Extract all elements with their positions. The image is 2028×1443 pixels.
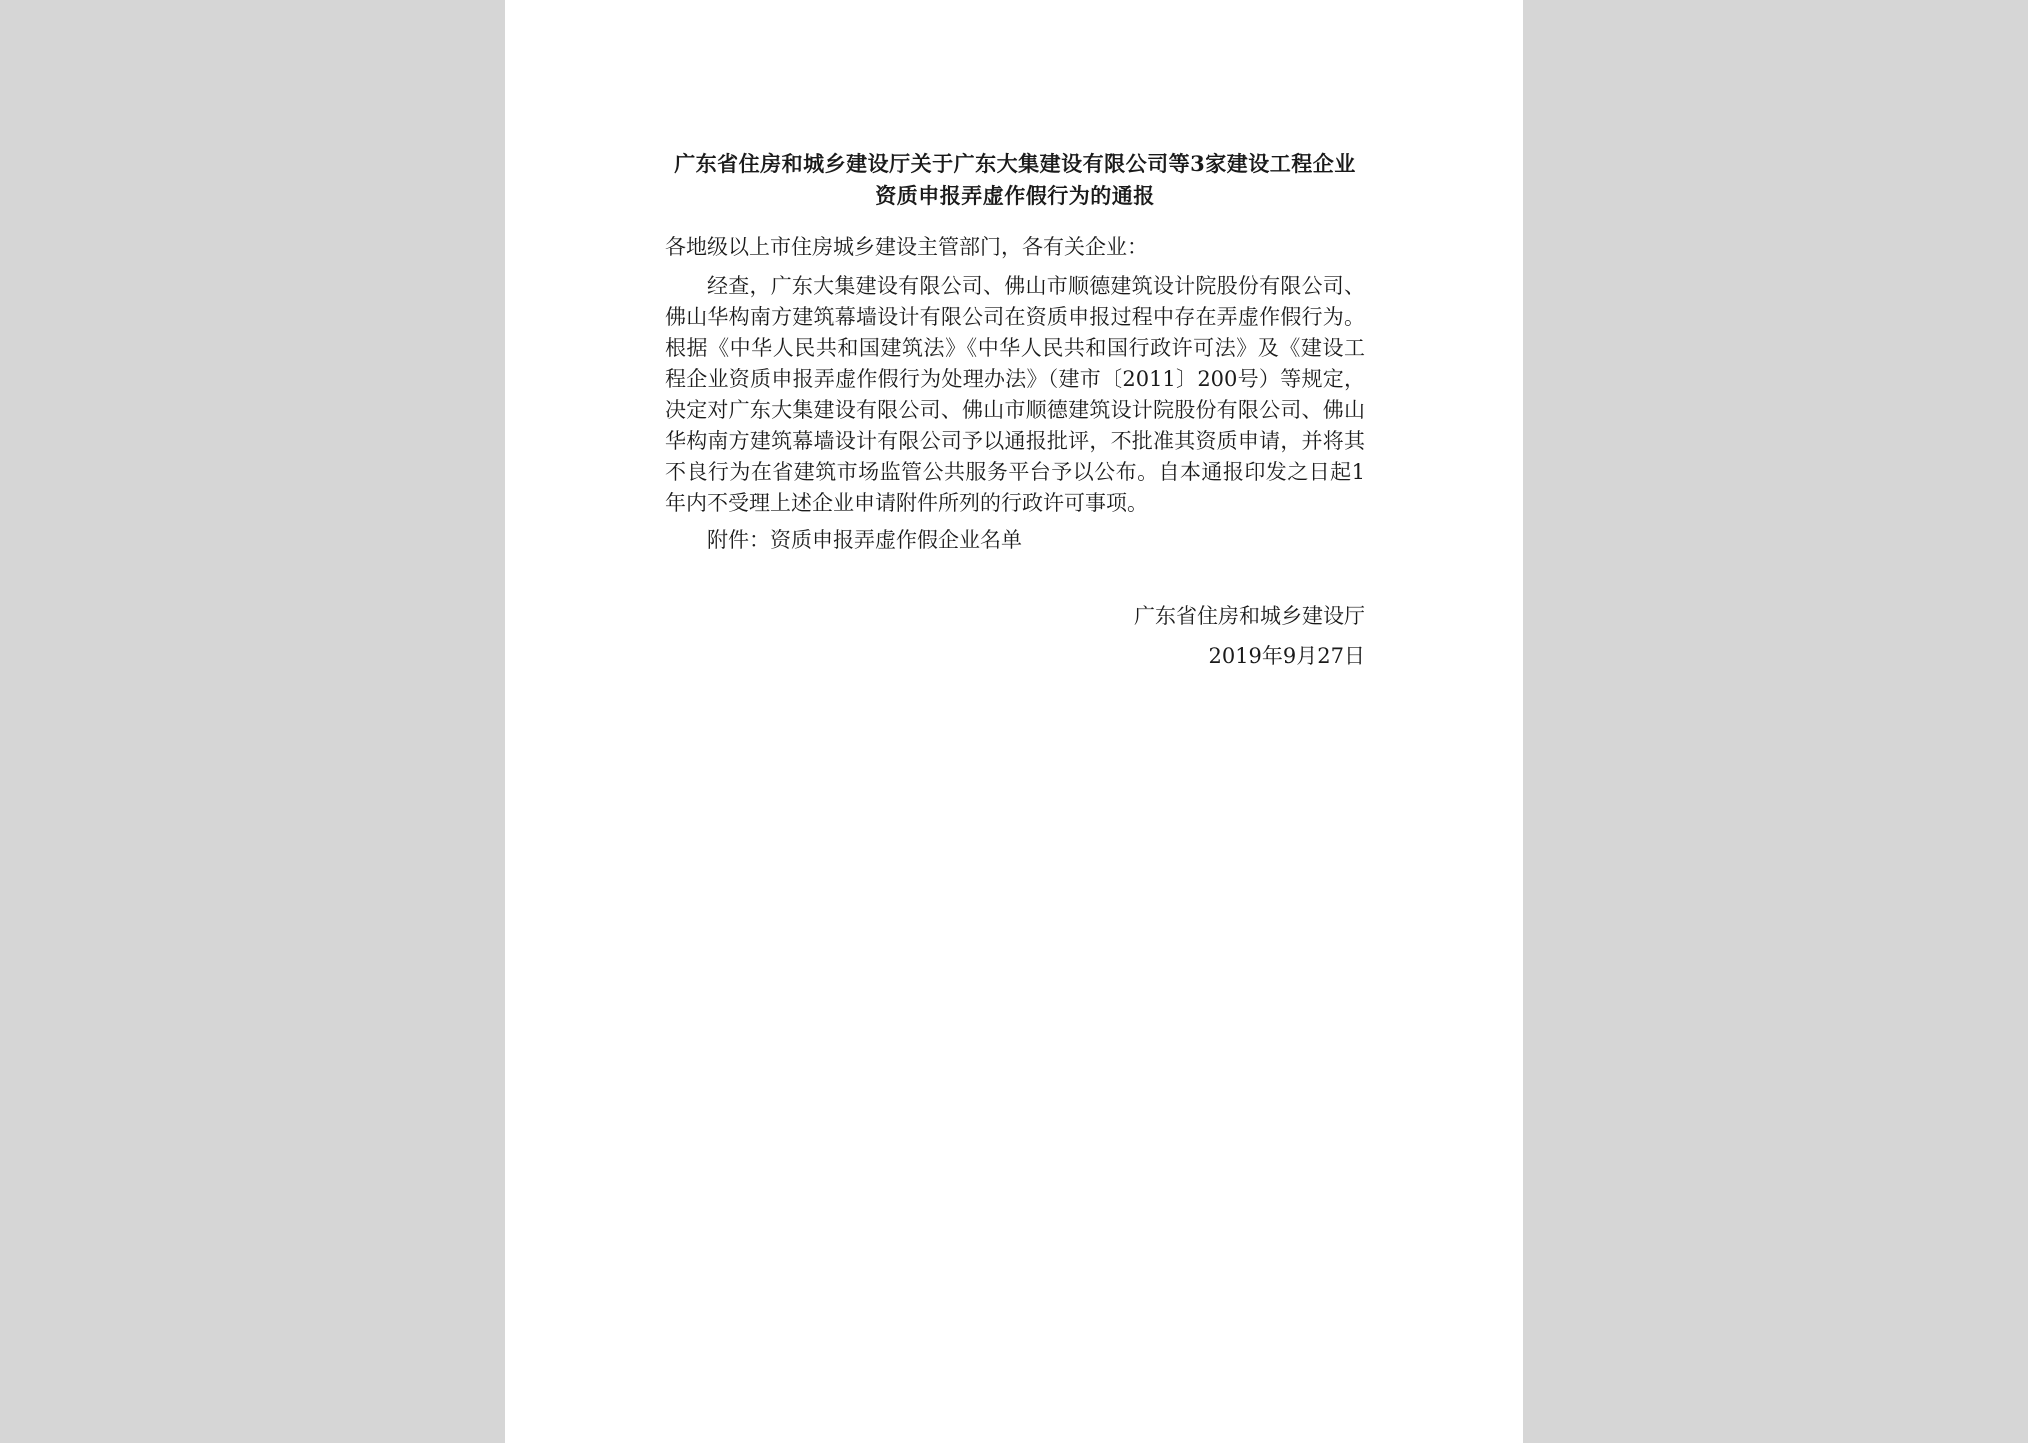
salutation: 各地级以上市住房城乡建设主管部门，各有关企业： bbox=[665, 235, 1148, 259]
attachment-line: 附件：资质申报弄虚作假企业名单 bbox=[707, 528, 1022, 552]
document-title: 广东省住房和城乡建设厅关于广东大集建设有限公司等3家建设工程企业资质申报弄虚作假行为的通报 bbox=[674, 151, 1356, 208]
signature-block bbox=[665, 596, 1365, 676]
document-content bbox=[665, 148, 1365, 676]
issuer-name: 广东省住房和城乡建设厅 bbox=[1134, 604, 1365, 628]
document-page bbox=[505, 0, 1523, 1443]
body-paragraph: 经查，广东大集建设有限公司、佛山市顺德建筑设计院股份有限公司、佛山华构南方建筑幕墙设计有限公司在资质申报过程中存在弄虚作假行为。根据《中华人民共和国建筑法》《中华人民共和国行政许可法》及《建设工程企业资质申报弄虚作假行为处理办法》（建市〔2011〕200号）等规定，决定对广东大集建设有限公司、佛山市顺德建筑设计院股份有限公司、佛山华构南方建筑幕墙设计有限公司予以通报批评，不批准其资质申请，并将其不良行为在省建筑市场监管公共服务平台予以公布。自本通报印发之日起1年内不受理上述企业申请附件所列的行政许可事项。 bbox=[665, 274, 1365, 515]
issue-date: 2019年9月27日 bbox=[1208, 644, 1365, 668]
